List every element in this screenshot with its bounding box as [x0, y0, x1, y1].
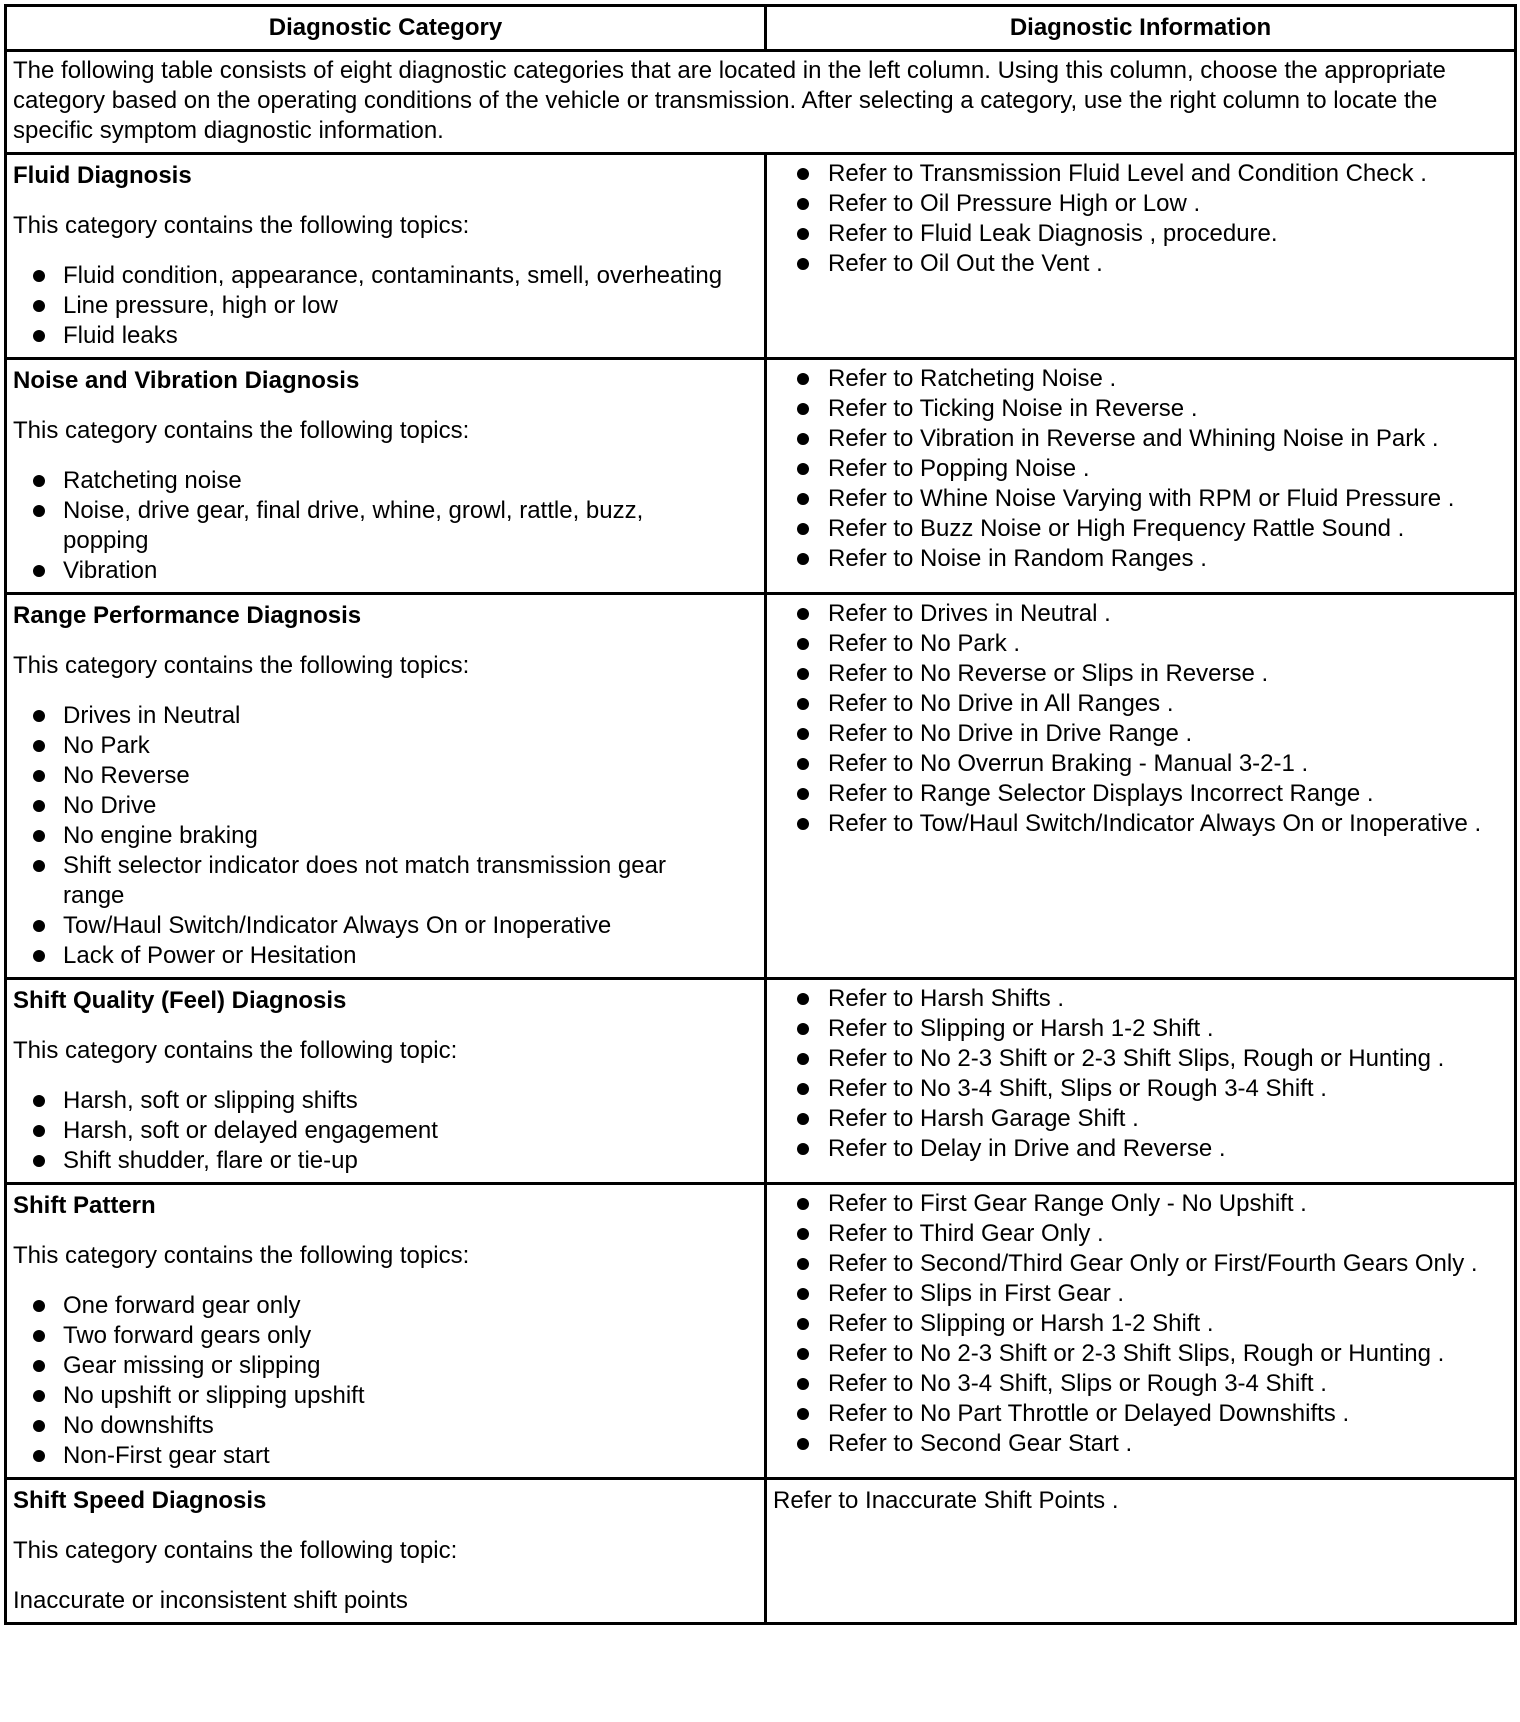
category-description: This category contains the following topic:	[13, 1537, 458, 1564]
category-description: This category contains the following topics:	[13, 1242, 470, 1269]
intro-text: The following table consists of eight diagnostic categories that are located in the left column. Using this column, choose the appropriate category based on the operating conditions of the vehicle or transmission. After selecting a category, use the right column to locate the specific symptom diagnostic information.	[6, 51, 1516, 154]
table-row	[6, 979, 1516, 1184]
info-text: Refer to Inaccurate Shift Points .	[773, 1487, 1119, 1514]
list-item: Refer to Noise in Random Ranges .	[773, 544, 1508, 574]
category-title: Shift Speed Diagnosis	[13, 1487, 267, 1514]
list-item: Ratcheting noise	[13, 466, 758, 496]
list-item: Refer to Second/Third Gear Only or First/Fourth Gears Only .	[773, 1249, 1508, 1279]
list-item: No Drive	[13, 791, 758, 821]
list-item: Refer to Third Gear Only .	[773, 1219, 1508, 1249]
table-row	[6, 359, 1516, 594]
table-row	[6, 1184, 1516, 1479]
list-item: Refer to No Reverse or Slips in Reverse .	[773, 659, 1508, 689]
category-description: This category contains the following topics:	[13, 417, 470, 444]
list-item: Refer to No 2-3 Shift or 2-3 Shift Slips, Rough or Hunting .	[773, 1044, 1508, 1074]
list-item: Refer to No 2-3 Shift or 2-3 Shift Slips, Rough or Hunting .	[773, 1339, 1508, 1369]
topic-list	[13, 466, 758, 586]
list-item: Tow/Haul Switch/Indicator Always On or Inoperative	[13, 911, 758, 941]
list-item: No engine braking	[13, 821, 758, 851]
list-item: Refer to Popping Noise .	[773, 454, 1508, 484]
list-item: Fluid condition, appearance, contaminants, smell, overheating	[13, 261, 758, 291]
information-cell	[766, 359, 1516, 594]
list-item: No upshift or slipping upshift	[13, 1381, 758, 1411]
list-item: Refer to Ratcheting Noise .	[773, 364, 1508, 394]
list-item: Non-First gear start	[13, 1441, 758, 1471]
category-title: Noise and Vibration Diagnosis	[13, 367, 360, 394]
topic-list	[13, 261, 758, 351]
list-item: Refer to No 3-4 Shift, Slips or Rough 3-4 Shift .	[773, 1074, 1508, 1104]
list-item: Shift shudder, flare or tie-up	[13, 1146, 758, 1176]
table-header-row	[6, 6, 1516, 51]
category-title: Shift Quality (Feel) Diagnosis	[13, 987, 347, 1014]
category-cell	[6, 154, 766, 359]
list-item: Line pressure, high or low	[13, 291, 758, 321]
table-row	[6, 1479, 1516, 1624]
category-topic: Inaccurate or inconsistent shift points	[13, 1587, 408, 1614]
information-cell	[766, 154, 1516, 359]
info-list	[773, 159, 1508, 279]
info-list	[773, 364, 1508, 574]
list-item: No Park	[13, 731, 758, 761]
list-item: Noise, drive gear, final drive, whine, growl, rattle, buzz, popping	[13, 496, 758, 556]
category-cell	[6, 594, 766, 979]
info-list	[773, 984, 1508, 1164]
list-item: Refer to No Part Throttle or Delayed Downshifts .	[773, 1399, 1508, 1429]
list-item: Refer to Slipping or Harsh 1-2 Shift .	[773, 1014, 1508, 1044]
list-item: Refer to Ticking Noise in Reverse .	[773, 394, 1508, 424]
list-item: Two forward gears only	[13, 1321, 758, 1351]
category-description: This category contains the following topics:	[13, 212, 470, 239]
list-item: Refer to Transmission Fluid Level and Condition Check .	[773, 159, 1508, 189]
topic-list	[13, 1291, 758, 1471]
category-description: This category contains the following topics:	[13, 652, 470, 679]
list-item: Refer to No Drive in Drive Range .	[773, 719, 1508, 749]
list-item: Refer to No Park .	[773, 629, 1508, 659]
list-item: Refer to Fluid Leak Diagnosis , procedure.	[773, 219, 1508, 249]
list-item: Refer to Harsh Garage Shift .	[773, 1104, 1508, 1134]
header-diagnostic-category: Diagnostic Category	[6, 6, 766, 51]
table-row	[6, 154, 1516, 359]
list-item: Lack of Power or Hesitation	[13, 941, 758, 971]
category-title: Fluid Diagnosis	[13, 162, 192, 189]
list-item: Refer to Delay in Drive and Reverse .	[773, 1134, 1508, 1164]
list-item: No downshifts	[13, 1411, 758, 1441]
list-item: Refer to Slipping or Harsh 1-2 Shift .	[773, 1309, 1508, 1339]
category-description: This category contains the following topic:	[13, 1037, 458, 1064]
info-list	[773, 599, 1508, 839]
category-title: Shift Pattern	[13, 1192, 156, 1219]
list-item: Refer to Range Selector Displays Incorrect Range .	[773, 779, 1508, 809]
list-item: Refer to Second Gear Start .	[773, 1429, 1508, 1459]
list-item: Gear missing or slipping	[13, 1351, 758, 1381]
list-item: Refer to Harsh Shifts .	[773, 984, 1508, 1014]
diagnostic-table-container	[4, 4, 1514, 1625]
list-item: Refer to Whine Noise Varying with RPM or Fluid Pressure .	[773, 484, 1508, 514]
information-cell	[766, 1184, 1516, 1479]
category-cell	[6, 1184, 766, 1479]
list-item: Refer to Vibration in Reverse and Whining Noise in Park .	[773, 424, 1508, 454]
list-item: Refer to First Gear Range Only - No Upshift .	[773, 1189, 1508, 1219]
list-item: Harsh, soft or delayed engagement	[13, 1116, 758, 1146]
list-item: Refer to No Overrun Braking - Manual 3-2-1 .	[773, 749, 1508, 779]
information-cell	[766, 594, 1516, 979]
list-item: No Reverse	[13, 761, 758, 791]
list-item: Refer to Slips in First Gear .	[773, 1279, 1508, 1309]
list-item: One forward gear only	[13, 1291, 758, 1321]
info-list	[773, 1189, 1508, 1459]
intro-row	[6, 51, 1516, 154]
list-item: Refer to Oil Out the Vent .	[773, 249, 1508, 279]
information-cell	[766, 1479, 1516, 1624]
list-item: Refer to Tow/Haul Switch/Indicator Always On or Inoperative .	[773, 809, 1508, 839]
category-cell	[6, 1479, 766, 1624]
list-item: Refer to No Drive in All Ranges .	[773, 689, 1508, 719]
topic-list	[13, 1086, 758, 1176]
category-cell	[6, 359, 766, 594]
table-row	[6, 594, 1516, 979]
list-item: Refer to No 3-4 Shift, Slips or Rough 3-4 Shift .	[773, 1369, 1508, 1399]
list-item: Refer to Buzz Noise or High Frequency Rattle Sound .	[773, 514, 1508, 544]
list-item: Refer to Drives in Neutral .	[773, 599, 1508, 629]
list-item: Shift selector indicator does not match transmission gear range	[13, 851, 758, 911]
list-item: Drives in Neutral	[13, 701, 758, 731]
category-cell	[6, 979, 766, 1184]
header-diagnostic-information: Diagnostic Information	[766, 6, 1516, 51]
diagnostic-table	[4, 4, 1517, 1625]
list-item: Vibration	[13, 556, 758, 586]
list-item: Harsh, soft or slipping shifts	[13, 1086, 758, 1116]
topic-list	[13, 701, 758, 971]
information-cell	[766, 979, 1516, 1184]
list-item: Refer to Oil Pressure High or Low .	[773, 189, 1508, 219]
category-title: Range Performance Diagnosis	[13, 602, 362, 629]
list-item: Fluid leaks	[13, 321, 758, 351]
